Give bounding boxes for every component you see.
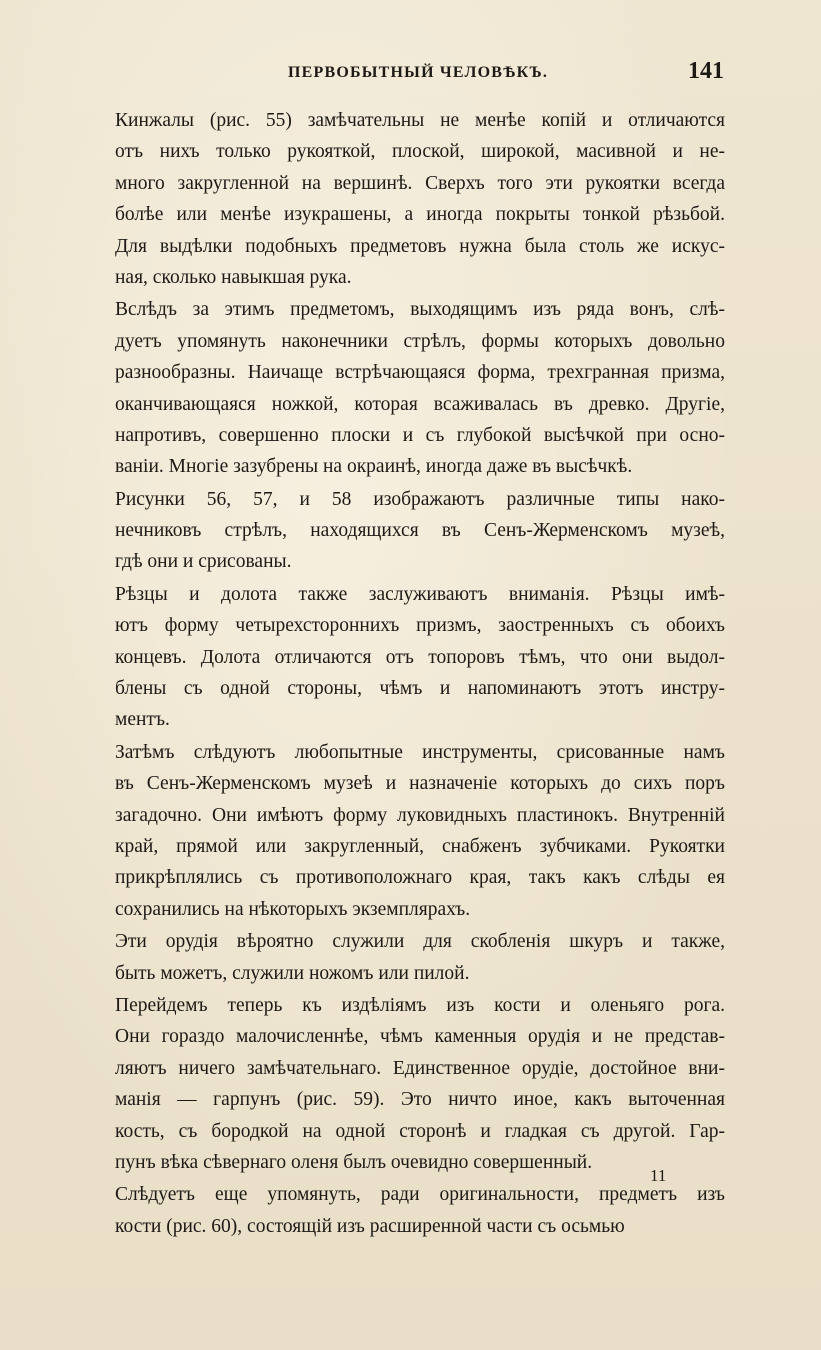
- text-line: концевъ. Долота отличаются отъ топоровъ тѣмъ, что они выдол-: [115, 646, 725, 668]
- signature-mark: 11: [650, 1166, 667, 1185]
- text-line: край, прямой или закругленный, снабженъ зубчиками. Рукоятки: [115, 835, 725, 857]
- text-line: пунъ вѣка сѣвернаго оленя былъ очевидно совершенный.: [115, 1151, 593, 1173]
- paragraph: [115, 926, 725, 989]
- text-line: дуетъ упомянуть наконечники стрѣлъ, формы которыхъ довольно: [115, 330, 725, 352]
- paragraph: [115, 579, 725, 736]
- running-title: ПЕРВОБЫТНЫЙ ЧЕЛОВѢКЪ.: [287, 64, 549, 81]
- text-line: сохранились на нѣкоторыхъ экземплярахъ.: [115, 898, 471, 920]
- text-line: кости (рис. 60), состоящій изъ расширенной части съ осьмью: [115, 1215, 625, 1237]
- text-line: Рѣзцы и долота также заслуживаютъ вниманія. Рѣзцы имѣ-: [115, 583, 725, 605]
- running-head: [112, 56, 724, 92]
- paragraph: [115, 294, 725, 482]
- text-line: ляютъ ничего замѣчательнаго. Единственное орудіе, достойное вни-: [115, 1057, 725, 1079]
- text-line: быть можетъ, служили ножомъ или пилой.: [115, 962, 470, 984]
- paragraph: [115, 105, 725, 293]
- text-line: Они гораздо малочисленнѣе, чѣмъ каменныя орудія и не представ-: [115, 1026, 725, 1048]
- text-line: загадочно. Они имѣютъ форму луковидныхъ пластинокъ. Внутренній: [115, 804, 725, 826]
- text-line: Слѣдуетъ еще упомянуть, ради оригинальности, предметъ изъ: [115, 1184, 725, 1206]
- text-line: оканчивающаяся ножкой, которая всаживалась въ древко. Другіе,: [115, 393, 725, 415]
- paragraph: [115, 990, 725, 1178]
- paragraph: [115, 1179, 725, 1242]
- text-line: нечниковъ стрѣлъ, находящихся въ Сенъ-Жерменскомъ музеѣ,: [115, 520, 725, 542]
- text-line: прикрѣплялись съ противоположнаго края, такъ какъ слѣды ея: [115, 867, 725, 889]
- text-line: Для выдѣлки подобныхъ предметовъ нужна была столь же искус-: [115, 235, 725, 257]
- text-line: разнообразны. Наичаще встрѣчающаяся форма, трехгранная призма,: [115, 362, 725, 384]
- text-line: Затѣмъ слѣдуютъ любопытные инструменты, срисованные намъ: [115, 741, 725, 763]
- text-line: Рисунки 56, 57, и 58 изображаютъ различные типы нако-: [115, 488, 725, 510]
- text-line: Вслѣдъ за этимъ предметомъ, выходящимъ изъ ряда вонъ, слѣ-: [115, 299, 725, 321]
- text-line: въ Сенъ-Жерменскомъ музеѣ и назначеніе которыхъ до сихъ поръ: [115, 773, 725, 795]
- paragraph: [115, 737, 725, 925]
- text-line: ютъ форму четырехстороннихъ призмъ, заостренныхъ съ обоихъ: [115, 615, 725, 637]
- text-line: много закругленной на вершинѣ. Сверхъ того эти рукоятки всегда: [115, 172, 725, 194]
- paragraph: [115, 484, 725, 578]
- text-line: ная, сколько навыкшая рука.: [115, 266, 352, 288]
- text-line: болѣе или менѣе изукрашены, а иногда покрыты тонкой рѣзьбой.: [115, 204, 725, 226]
- text-line: Перейдемъ теперь къ издѣліямъ изъ кости и оленьяго рога.: [115, 994, 725, 1016]
- text-line: напротивъ, совершенно плоски и съ глубокой высѣчкой при осно-: [115, 424, 725, 446]
- text-line: отъ нихъ только рукояткой, плоской, широкой, масивной и не-: [115, 141, 725, 163]
- text-line: ментъ.: [115, 709, 170, 731]
- text-line: манія — гарпунъ (рис. 59). Это ничто иное, какъ выточенная: [115, 1089, 725, 1111]
- body-text: [115, 105, 725, 1243]
- text-line: Кинжалы (рис. 55) замѣчательны не менѣе копій и отличаются: [115, 110, 725, 131]
- text-line: блены съ одной стороны, чѣмъ и напоминаютъ этотъ инстру-: [115, 678, 725, 700]
- text-line: гдѣ они и срисованы.: [115, 551, 292, 573]
- text-line: кость, съ бородкой на одной сторонѣ и гладкая съ другой. Гар-: [115, 1120, 725, 1142]
- text-line: ваніи. Многіе зазубрены на окраинѣ, иногда даже въ высѣчкѣ.: [115, 456, 633, 478]
- text-line: Эти орудія вѣроятно служили для скобленія шкуръ и также,: [115, 931, 725, 953]
- page-number: 141: [688, 58, 724, 84]
